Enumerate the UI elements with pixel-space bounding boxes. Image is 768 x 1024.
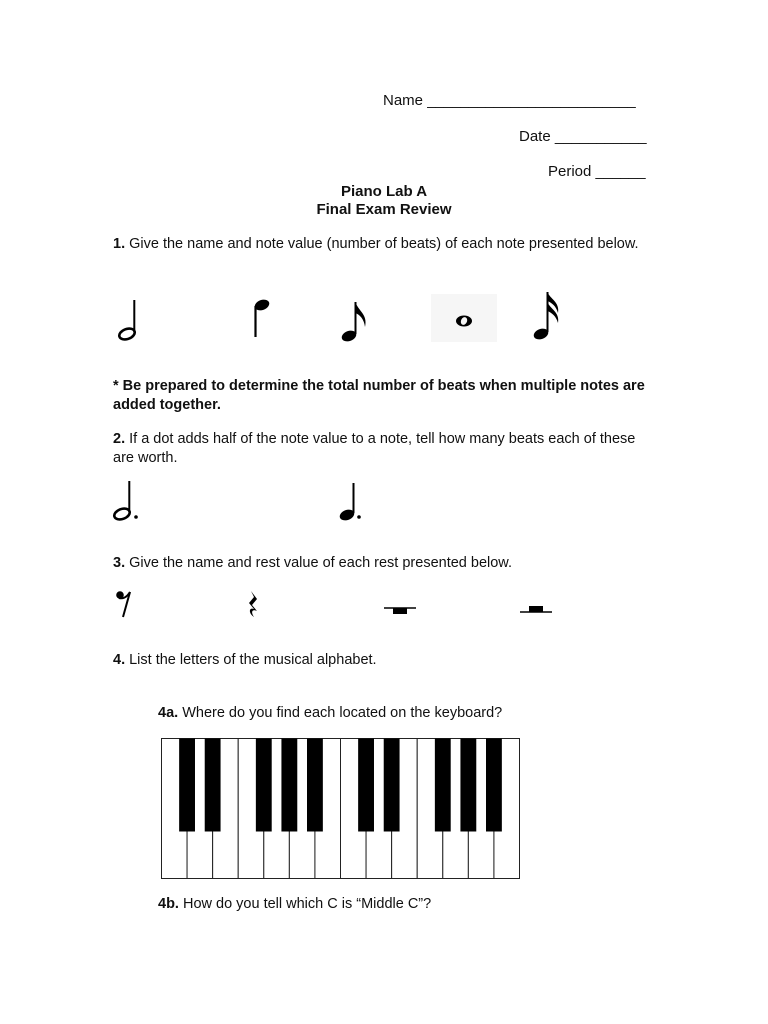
dotted-half-note-icon	[110, 478, 144, 524]
question-4a-number: 4a.	[158, 705, 179, 721]
half-rest-icon	[520, 604, 552, 616]
question-1-text: Give the name and note value (number of beats) of each note presented below.	[125, 236, 639, 252]
black-key-f-sharp	[256, 739, 272, 832]
black-key-d-sharp	[384, 739, 400, 832]
question-4-text: List the letters of the musical alphabet.	[125, 652, 377, 668]
question-2-text: If a dot adds half of the note value to a note, tell how many beats each of these are worth.	[113, 431, 636, 466]
quarter-rest-icon	[246, 589, 262, 619]
black-key-g-sharp	[460, 739, 476, 832]
name-blank[interactable]: _________________________	[427, 92, 636, 109]
piano-keyboard-svg	[161, 738, 520, 879]
name-field[interactable]	[383, 92, 636, 109]
half-note-icon	[112, 296, 142, 344]
question-4a	[158, 704, 638, 723]
date-blank[interactable]: ___________	[554, 128, 647, 145]
piano-keyboard	[161, 738, 520, 879]
question-2	[113, 430, 653, 468]
page-subtitle: Final Exam Review	[316, 201, 452, 218]
whole-rest-icon	[384, 604, 416, 616]
black-key-a-sharp	[486, 739, 502, 832]
black-key-a-sharp	[307, 739, 323, 832]
sixteenth-note-icon	[530, 289, 566, 343]
black-key-d-sharp	[205, 739, 221, 832]
question-4a-text: Where do you find each located on the keyboard?	[178, 705, 503, 721]
question-2-number: 2.	[113, 431, 126, 447]
question-3-number: 3.	[113, 555, 126, 571]
name-label: Name	[383, 92, 424, 109]
question-3-text: Give the name and rest value of each rest presented below.	[125, 555, 512, 571]
question-4-number: 4.	[113, 652, 126, 668]
question-1	[113, 235, 653, 254]
question-4b	[158, 895, 638, 914]
period-label: Period	[548, 163, 592, 180]
eighth-note-icon	[338, 299, 372, 345]
page-title: Piano Lab A	[340, 183, 428, 200]
whole-note-icon	[431, 294, 497, 342]
black-key-f-sharp	[435, 739, 451, 832]
date-field[interactable]	[519, 128, 647, 145]
question-1-number: 1.	[113, 236, 126, 252]
black-key-c-sharp	[358, 739, 374, 832]
question-4b-number: 4b.	[158, 896, 179, 912]
period-blank[interactable]: ______	[595, 163, 646, 180]
black-key-g-sharp	[281, 739, 297, 832]
black-key-c-sharp	[179, 739, 195, 832]
period-field[interactable]	[548, 163, 646, 180]
beats-note: * Be prepared to determine the total number of beats when multiple notes are added together.	[113, 378, 645, 413]
question-4b-text: How do you tell which C is “Middle C”?	[178, 896, 432, 912]
quarter-note-icon	[247, 297, 277, 341]
question-3	[113, 554, 653, 573]
date-label: Date	[519, 128, 551, 145]
dotted-quarter-note-icon	[335, 480, 369, 524]
question-4	[113, 651, 653, 670]
eighth-rest-icon	[115, 589, 133, 619]
